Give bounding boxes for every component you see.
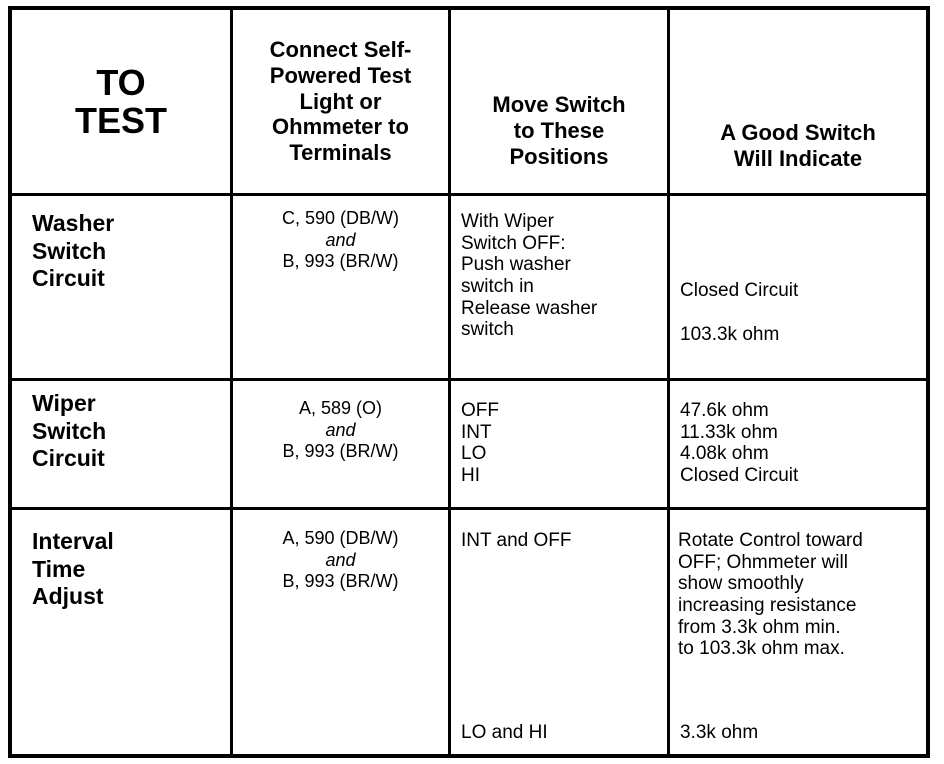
header-terminals-text: Connect Self- Powered Test Light or Ohmmeter to Terminals (269, 36, 412, 166)
terminals-interval (233, 528, 448, 593)
positions-wiper: OFF INT LO HI (461, 400, 499, 486)
indication-interval-min: 3.3k ohm (680, 722, 759, 743)
terminals-wiper (233, 398, 448, 463)
header-to-test (12, 10, 230, 193)
header-positions-text: Move Switch to These Positions (492, 92, 626, 169)
row-label-interval: Interval Time Adjust (32, 528, 114, 610)
terminal-and: and (325, 419, 356, 440)
indication-interval-rotate: Rotate Control toward OFF; Ohmmeter will show smoothly increasing resistance from 3.3k ohm min. to 103.3k ohm max. (678, 530, 863, 660)
terminals-washer (233, 208, 448, 273)
terminal-line: A, 590 (DB/W) (282, 528, 399, 548)
positions-washer: With Wiper Switch OFF: Push washer switch in Release washer switch (461, 211, 598, 341)
row-divider (12, 193, 926, 196)
indication-washer-closed: Closed Circuit (680, 280, 799, 301)
indication-washer-resistance: 103.3k ohm (680, 324, 780, 345)
positions-interval-lo-hi: LO and HI (461, 722, 548, 743)
switch-test-table (8, 6, 930, 758)
positions-interval-int-off: INT and OFF (461, 530, 572, 551)
terminal-line: C, 590 (DB/W) (281, 208, 400, 228)
row-label-washer: Washer Switch Circuit (32, 210, 115, 292)
header-indication-text: A Good Switch Will Indicate (720, 120, 876, 171)
header-to-test-text: TO TEST (74, 61, 167, 141)
header-positions (451, 72, 667, 193)
terminal-and: and (325, 229, 356, 250)
header-terminals (233, 10, 448, 193)
terminal-line: A, 589 (O) (298, 398, 383, 418)
terminal-and: and (325, 549, 356, 570)
indication-wiper: 47.6k ohm 11.33k ohm 4.08k ohm Closed Circuit (680, 400, 799, 486)
terminal-line: B, 993 (BR/W) (282, 571, 399, 592)
row-divider (12, 507, 926, 510)
row-label-wiper: Wiper Switch Circuit (32, 390, 107, 472)
header-indication (670, 90, 926, 193)
terminal-line: B, 993 (BR/W) (282, 441, 399, 462)
row-divider (12, 378, 926, 381)
terminal-line: B, 993 (BR/W) (282, 251, 399, 272)
